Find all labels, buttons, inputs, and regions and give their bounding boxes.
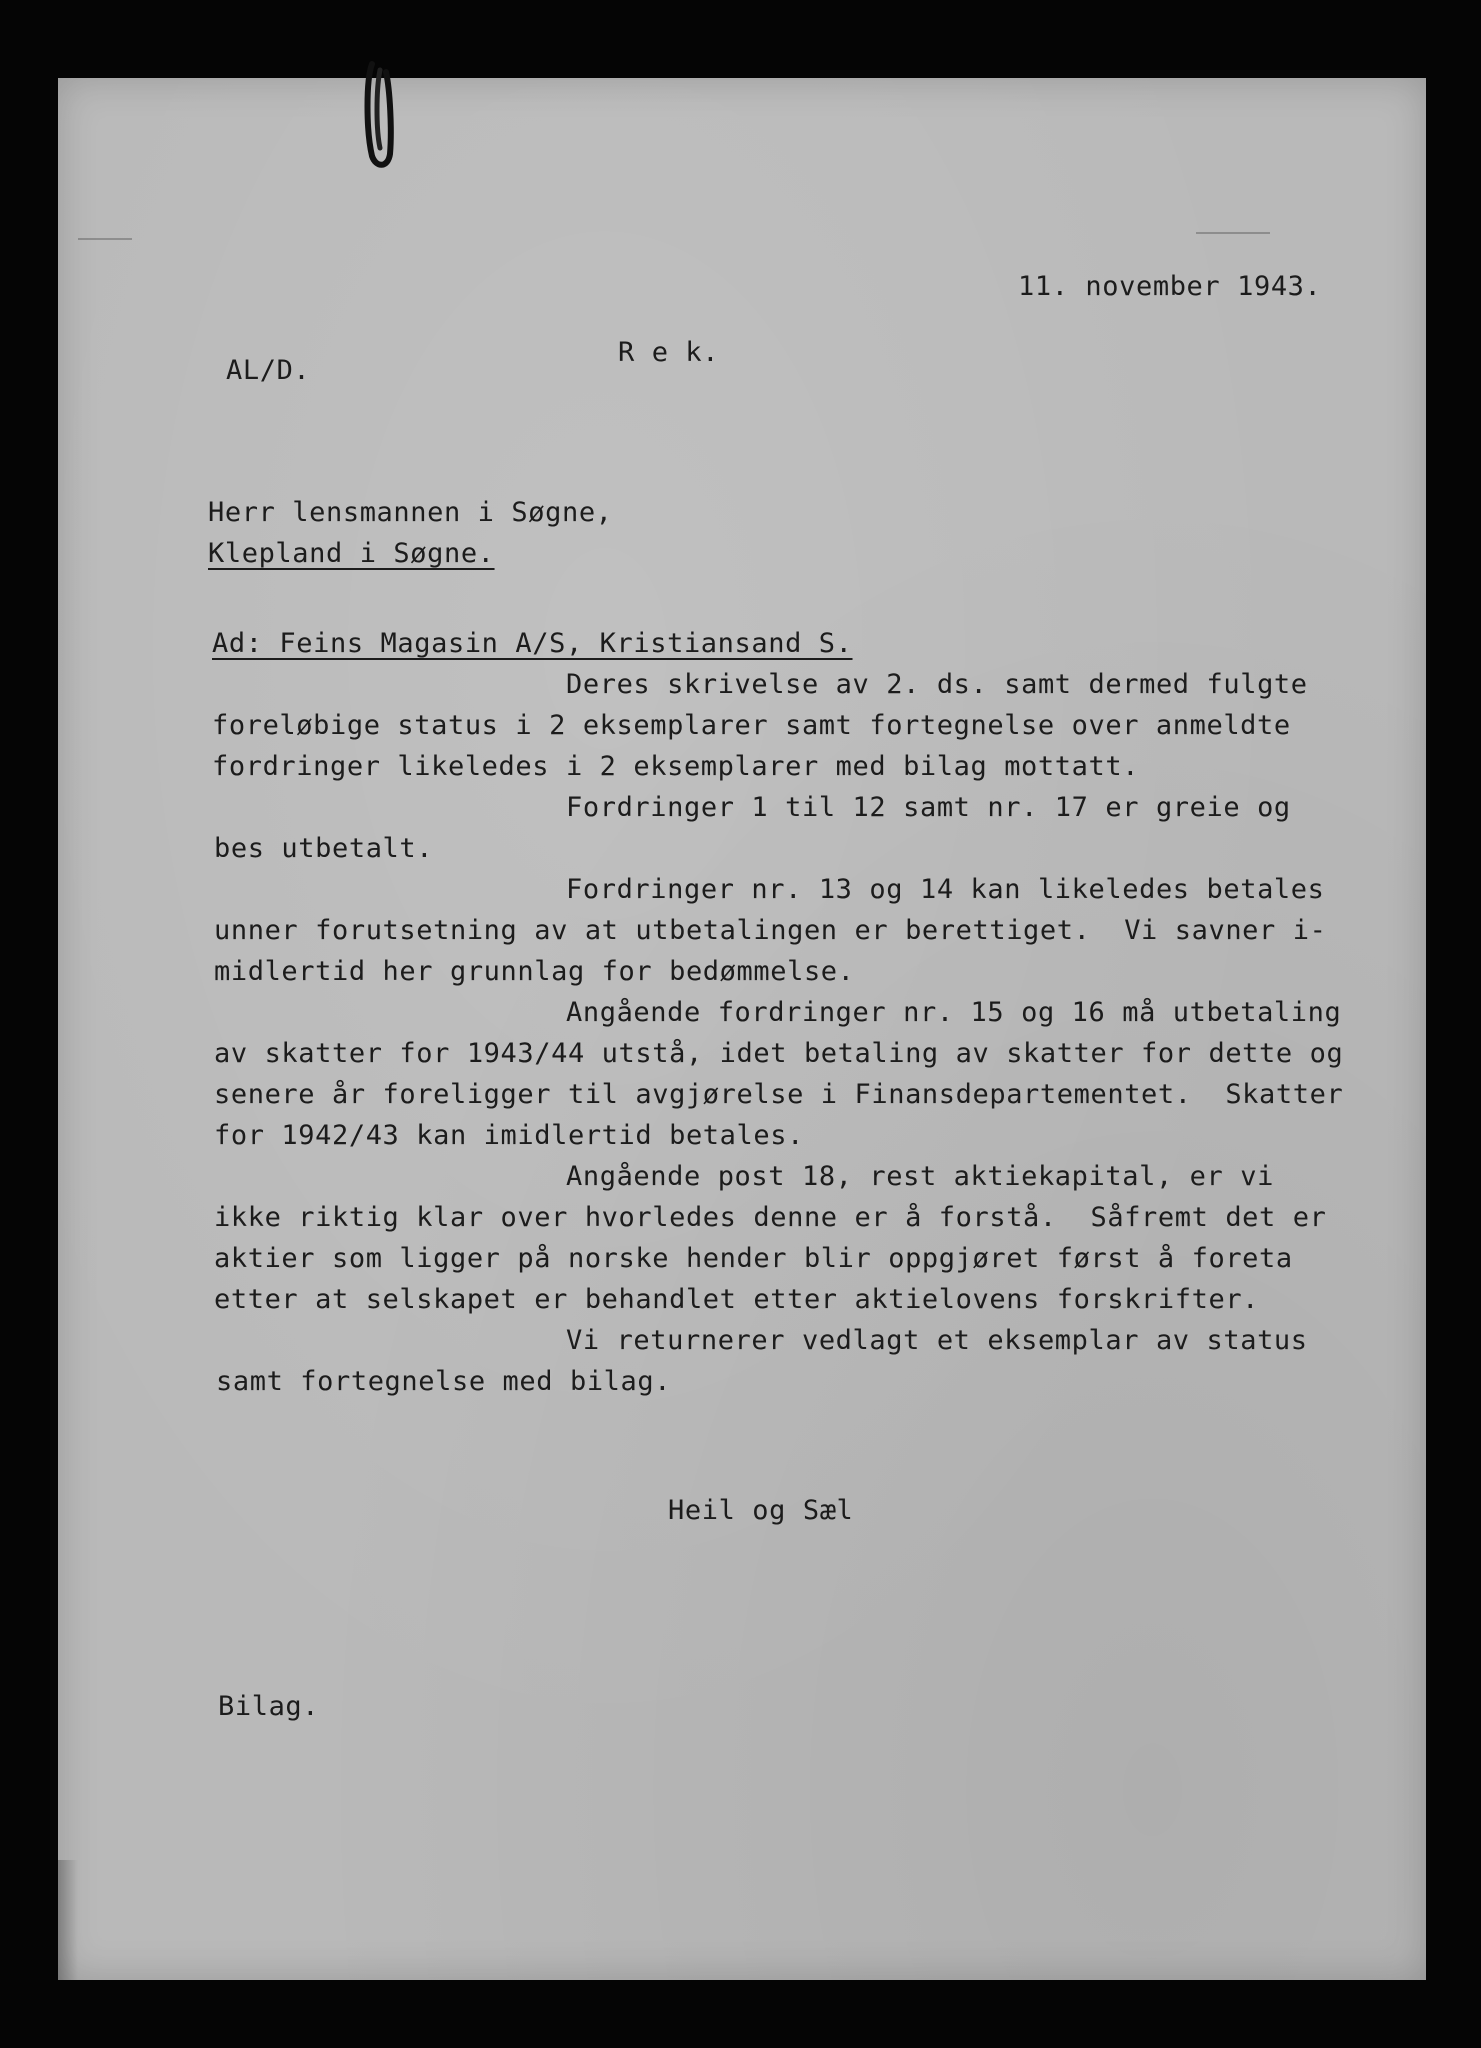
body-line: foreløbige status i 2 eksemplarer samt fortegnelse over anmeldte xyxy=(212,710,1291,741)
body-line: Vi returnerer vedlagt et eksemplar av status xyxy=(566,1325,1308,1356)
body-line: Fordringer nr. 13 og 14 kan likeledes betales xyxy=(566,874,1325,905)
body-line: Fordringer 1 til 12 samt nr. 17 er greie og xyxy=(566,792,1291,823)
body-line: av skatter for 1943/44 utstå, idet betaling av skatter for dette og xyxy=(214,1038,1344,1069)
body-line: Deres skrivelse av 2. ds. samt dermed fulgte xyxy=(566,669,1308,700)
reference-code: AL/D. xyxy=(226,355,311,386)
registered-mark: R e k. xyxy=(618,337,720,368)
paper-edge-shadow xyxy=(58,1860,78,1980)
body-line: bes utbetalt. xyxy=(214,833,434,864)
closing-salutation: Heil og Sæl xyxy=(668,1495,854,1526)
body-line: etter at selskapet er behandlet etter aktielovens forskrifter. xyxy=(214,1284,1260,1315)
paper-clip-icon xyxy=(362,60,398,172)
body-line: aktier som ligger på norske hender blir oppgjøret først å foreta xyxy=(214,1243,1293,1274)
body-line: midlertid her grunnlag for bedømmelse. xyxy=(214,956,855,987)
subject-line: Ad: Feins Magasin A/S, Kristiansand S. xyxy=(212,628,853,659)
enclosure-note: Bilag. xyxy=(218,1691,320,1722)
recipient-line-1: Herr lensmannen i Søgne, xyxy=(208,497,613,528)
body-line: unner forutsetning av at utbetalingen er berettiget. Vi savner i- xyxy=(214,915,1327,946)
body-line: samt fortegnelse med bilag. xyxy=(216,1366,672,1397)
recipient-line-2: Klepland i Søgne. xyxy=(208,538,495,569)
fold-mark-left xyxy=(78,238,132,240)
letter-date: 11. november 1943. xyxy=(1018,271,1322,302)
body-line: senere år foreligger til avgjørelse i Finansdepartementet. Skatter xyxy=(214,1079,1344,1110)
body-line: Angående fordringer nr. 15 og 16 må utbetaling xyxy=(566,997,1342,1028)
fold-mark-right xyxy=(1196,232,1270,234)
body-line: for 1942/43 kan imidlertid betales. xyxy=(214,1120,804,1151)
body-line: Angående post 18, rest aktiekapital, er vi xyxy=(566,1161,1274,1192)
body-line: ikke riktig klar over hvorledes denne er å forstå. Såfremt det er xyxy=(214,1202,1327,1233)
body-line: fordringer likeledes i 2 eksemplarer med bilag mottatt. xyxy=(212,751,1140,782)
